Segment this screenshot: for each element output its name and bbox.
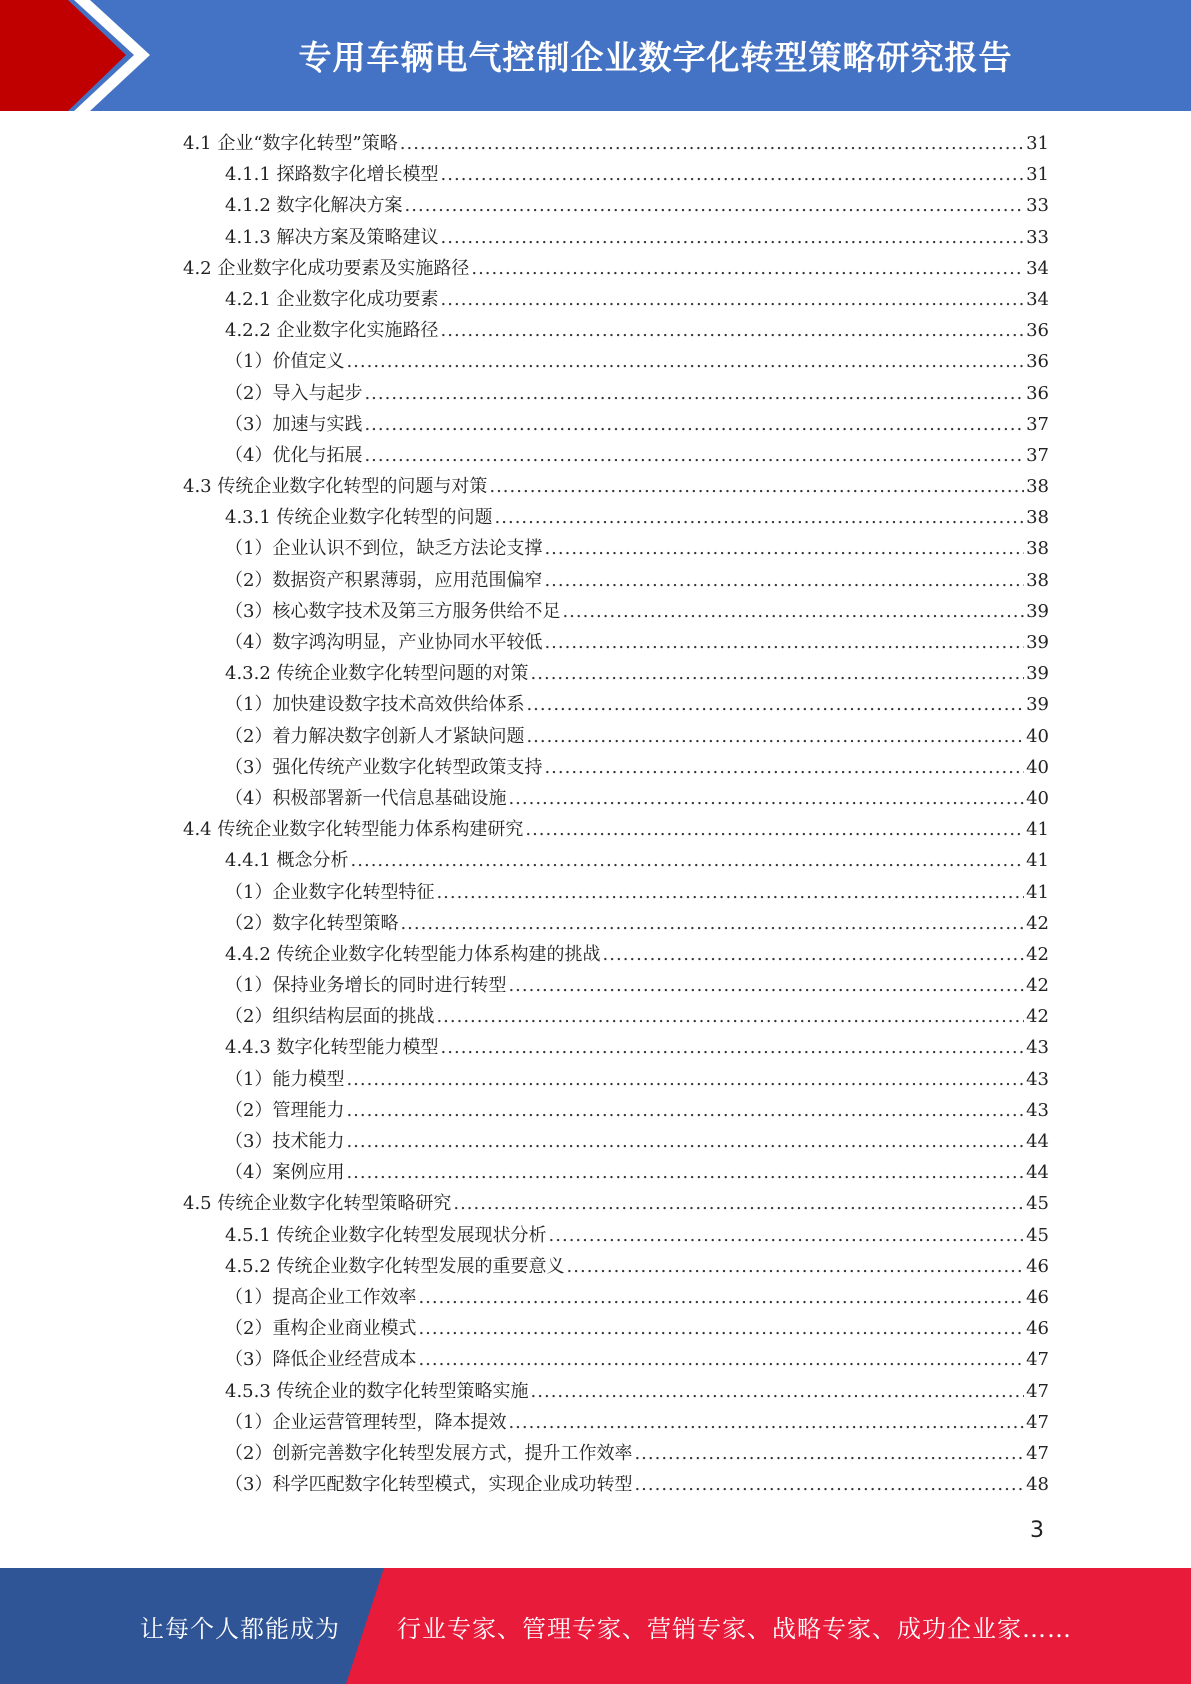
toc-entry-title: （2）组织结构层面的挑战 <box>225 1006 435 1028</box>
toc-entry-title: 4.1.2 数字化解决方案 <box>225 195 403 217</box>
toc-entry-page: 41 <box>1026 881 1049 903</box>
toc-entry[interactable] <box>183 689 1049 720</box>
report-title: 专用车辆电气控制企业数字化转型策略研究报告 <box>298 38 1013 77</box>
toc-entry-page: 46 <box>1026 1318 1049 1340</box>
toc-entry-page: 43 <box>1026 1099 1049 1121</box>
toc-entry[interactable] <box>183 1282 1049 1313</box>
toc-leader-dots <box>531 1376 1025 1407</box>
toc-leader-dots <box>531 658 1025 689</box>
toc-entry[interactable] <box>183 627 1049 658</box>
toc-entry-page: 44 <box>1026 1131 1049 1152</box>
toc-leader-dots <box>441 315 1025 346</box>
toc-entry-title: （4）案例应用 <box>225 1162 345 1184</box>
toc-entry-page: 42 <box>1026 943 1049 965</box>
toc-leader-dots <box>364 440 1024 471</box>
toc-entry-page: 46 <box>1026 1255 1049 1277</box>
toc-entry[interactable] <box>183 440 1049 471</box>
toc-entry-page: 36 <box>1026 351 1049 373</box>
toc-entry-page: 39 <box>1026 663 1049 685</box>
toc-entry[interactable] <box>183 1126 1049 1157</box>
toc-leader-dots <box>364 378 1024 409</box>
toc-entry-title: （2）导入与起步 <box>225 382 363 404</box>
toc-entry-title: （1）企业数字化转型特征 <box>225 881 435 903</box>
toc-entry[interactable] <box>183 1469 1049 1500</box>
toc-leader-dots <box>567 1251 1025 1282</box>
toc-entry[interactable] <box>183 1188 1049 1219</box>
toc-entry-page: 38 <box>1026 507 1049 529</box>
toc-entry-title: （1）企业运营管理转型，降本提效 <box>225 1411 507 1433</box>
toc-entry[interactable] <box>183 908 1049 939</box>
toc-entry-title: 4.2.2 企业数字化实施路径 <box>225 320 439 342</box>
toc-entry[interactable] <box>183 284 1049 315</box>
toc-entry-page: 38 <box>1026 569 1049 591</box>
toc-leader-dots <box>562 596 1024 627</box>
toc-entry[interactable] <box>183 845 1049 876</box>
page-number: 3 <box>1030 1518 1044 1543</box>
toc-entry-title: （4）优化与拓展 <box>225 444 363 466</box>
footer-slogan-left: 让每个人都能成为 <box>140 1614 340 1643</box>
toc-entry-title: 4.5.2 传统企业数字化转型发展的重要意义 <box>225 1255 565 1277</box>
toc-entry-title: 4.1.1 探路数字化增长模型 <box>225 164 439 186</box>
toc-entry[interactable] <box>183 346 1049 377</box>
toc-entry[interactable] <box>183 752 1049 783</box>
toc-entry[interactable] <box>183 596 1049 627</box>
toc-entry[interactable] <box>183 471 1049 502</box>
toc-entry-title: （1）加快建设数字技术高效供给体系 <box>225 694 525 716</box>
header-band <box>0 0 1191 111</box>
toc-entry-page: 47 <box>1026 1349 1049 1371</box>
toc-leader-dots <box>436 1001 1024 1032</box>
toc-entry-title: 4.3 传统企业数字化转型的问题与对策 <box>183 476 488 498</box>
toc-entry-page: 31 <box>1026 133 1049 154</box>
toc-entry[interactable] <box>183 128 1049 159</box>
toc-entry-title: 4.5.3 传统企业的数字化转型策略实施 <box>225 1380 529 1402</box>
toc-leader-dots <box>544 533 1024 564</box>
toc-entry-page: 42 <box>1026 975 1049 997</box>
toc-entry-title: （1）提高企业工作效率 <box>225 1286 417 1308</box>
toc-entry-title: （1）价值定义 <box>225 351 345 373</box>
footer-slogan-right: 行业专家、管理专家、营销专家、战略专家、成功企业家…… <box>397 1614 1072 1643</box>
toc-entry-page: 39 <box>1026 600 1049 622</box>
toc-entry-page: 40 <box>1026 725 1049 747</box>
toc-entry-page: 33 <box>1026 195 1049 217</box>
toc-entry[interactable] <box>183 721 1049 752</box>
toc-entry-page: 36 <box>1026 382 1049 404</box>
toc-leader-dots <box>526 721 1024 752</box>
toc-entry-page: 47 <box>1026 1380 1049 1402</box>
toc-entry-title: （3）技术能力 <box>225 1131 345 1152</box>
toc-leader-dots <box>441 1032 1025 1063</box>
toc-entry[interactable] <box>183 1251 1049 1282</box>
toc-entry[interactable] <box>183 939 1049 970</box>
toc-entry-title: （2）数据资产积累薄弱，应用范围偏窄 <box>225 569 543 591</box>
toc-entry-page: 46 <box>1026 1286 1049 1308</box>
toc-entry-page: 39 <box>1026 632 1049 653</box>
toc-entry[interactable] <box>183 1064 1049 1095</box>
toc-entry[interactable] <box>183 1001 1049 1032</box>
toc-entry-page: 43 <box>1026 1037 1049 1059</box>
toc-entry-title: （1）能力模型 <box>225 1068 345 1090</box>
toc-entry-page: 38 <box>1026 476 1049 498</box>
toc-entry-page: 39 <box>1026 694 1049 716</box>
toc-entry-page: 47 <box>1026 1411 1049 1433</box>
toc-entry[interactable] <box>183 1313 1049 1344</box>
toc-entry[interactable] <box>183 378 1049 409</box>
toc-entry[interactable] <box>183 783 1049 814</box>
toc-entry-title: 4.5.1 传统企业数字化转型发展现状分析 <box>225 1224 547 1246</box>
toc-leader-dots <box>544 565 1024 596</box>
toc-leader-dots <box>544 627 1024 658</box>
toc-leader-dots <box>441 222 1025 253</box>
toc-entry-title: 4.3.2 传统企业数字化转型问题的对策 <box>225 663 529 685</box>
toc-leader-dots <box>508 1407 1024 1438</box>
toc-leader-dots <box>471 253 1024 284</box>
toc-entry[interactable] <box>183 1344 1049 1375</box>
toc-entry-title: （1）企业认识不到位，缺乏方法论支撑 <box>225 538 543 560</box>
toc-leader-dots <box>418 1282 1024 1313</box>
toc-entry[interactable] <box>183 658 1049 689</box>
toc-leader-dots <box>549 1220 1025 1251</box>
toc-entry-page: 42 <box>1026 912 1049 934</box>
toc-entry-title: 4.4.3 数字化转型能力模型 <box>225 1037 439 1059</box>
toc-leader-dots <box>346 1157 1024 1188</box>
toc-entry-title: （4）数字鸿沟明显，产业协同水平较低 <box>225 632 543 653</box>
toc-entry-title: （2）着力解决数字创新人才紧缺问题 <box>225 725 525 747</box>
toc-entry-title: （3）强化传统产业数字化转型政策支持 <box>225 756 543 778</box>
toc-entry[interactable] <box>183 1407 1049 1438</box>
toc-leader-dots <box>508 783 1024 814</box>
toc-entry-page: 40 <box>1026 787 1049 809</box>
toc-entry[interactable] <box>183 533 1049 564</box>
table-of-contents <box>183 128 1049 1500</box>
toc-leader-dots <box>508 970 1024 1001</box>
toc-entry-title: 4.2 企业数字化成功要素及实施路径 <box>183 257 470 279</box>
toc-leader-dots <box>525 814 1024 845</box>
toc-entry-page: 44 <box>1026 1162 1049 1184</box>
toc-entry-page: 34 <box>1026 288 1049 310</box>
toc-entry[interactable] <box>183 253 1049 284</box>
toc-leader-dots <box>495 502 1025 533</box>
toc-entry-title: 4.5 传统企业数字化转型策略研究 <box>183 1193 452 1215</box>
toc-entry-page: 40 <box>1026 756 1049 778</box>
toc-leader-dots <box>405 190 1025 221</box>
toc-entry-page: 34 <box>1026 257 1049 279</box>
toc-entry-page: 48 <box>1026 1474 1049 1496</box>
toc-leader-dots <box>351 845 1025 876</box>
toc-entry[interactable] <box>183 877 1049 908</box>
toc-entry-title: （2）创新完善数字化转型发展方式，提升工作效率 <box>225 1442 633 1464</box>
toc-entry[interactable] <box>183 565 1049 596</box>
toc-entry[interactable] <box>183 159 1049 190</box>
toc-entry-page: 37 <box>1026 413 1049 435</box>
toc-entry-page: 41 <box>1026 819 1049 841</box>
toc-leader-dots <box>400 128 1024 159</box>
toc-leader-dots <box>453 1188 1024 1219</box>
toc-entry-title: 4.1.3 解决方案及策略建议 <box>225 226 439 248</box>
toc-entry-page: 42 <box>1026 1006 1049 1028</box>
toc-entry[interactable] <box>183 502 1049 533</box>
toc-leader-dots <box>526 689 1024 720</box>
toc-entry[interactable] <box>183 814 1049 845</box>
toc-leader-dots <box>418 1313 1024 1344</box>
toc-entry[interactable] <box>183 970 1049 1001</box>
toc-entry-title: （2）数字化转型策略 <box>225 912 399 934</box>
toc-entry-title: 4.3.1 传统企业数字化转型的问题 <box>225 507 493 529</box>
toc-entry-page: 43 <box>1026 1068 1049 1090</box>
toc-entry[interactable] <box>183 409 1049 440</box>
toc-leader-dots <box>346 1095 1024 1126</box>
toc-entry-page: 45 <box>1026 1224 1049 1246</box>
toc-entry-page: 41 <box>1026 850 1049 872</box>
toc-entry[interactable] <box>183 1032 1049 1063</box>
toc-entry-page: 33 <box>1026 226 1049 248</box>
toc-leader-dots <box>346 1064 1024 1095</box>
toc-entry[interactable] <box>183 1438 1049 1469</box>
toc-leader-dots <box>418 1344 1024 1375</box>
toc-entry-page: 38 <box>1026 538 1049 560</box>
toc-leader-dots <box>544 752 1024 783</box>
toc-entry[interactable] <box>183 222 1049 253</box>
toc-leader-dots <box>364 409 1024 440</box>
toc-entry-page: 45 <box>1026 1193 1049 1215</box>
toc-entry-title: （3）核心数字技术及第三方服务供给不足 <box>225 600 561 622</box>
toc-entry-title: （3）科学匹配数字化转型模式，实现企业成功转型 <box>225 1474 633 1496</box>
toc-entry-title: 4.4.1 概念分析 <box>225 850 349 872</box>
toc-entry-page: 31 <box>1026 164 1049 186</box>
toc-entry-title: 4.1 企业“数字化转型”策略 <box>183 133 398 154</box>
toc-leader-dots <box>489 471 1024 502</box>
toc-leader-dots <box>441 284 1025 315</box>
toc-entry-title: 4.4 传统企业数字化转型能力体系构建研究 <box>183 819 524 841</box>
toc-entry-title: （3）降低企业经营成本 <box>225 1349 417 1371</box>
toc-entry-title: （2）管理能力 <box>225 1099 345 1121</box>
toc-entry-title: 4.4.2 传统企业数字化转型能力体系构建的挑战 <box>225 943 601 965</box>
toc-entry-title: 4.2.1 企业数字化成功要素 <box>225 288 439 310</box>
toc-entry-page: 47 <box>1026 1442 1049 1464</box>
toc-entry-page: 36 <box>1026 320 1049 342</box>
toc-leader-dots <box>436 877 1024 908</box>
toc-leader-dots <box>603 939 1025 970</box>
toc-entry[interactable] <box>183 190 1049 221</box>
toc-leader-dots <box>634 1469 1024 1500</box>
toc-entry-title: （3）加速与实践 <box>225 413 363 435</box>
footer-band <box>0 1568 1191 1684</box>
toc-entry[interactable] <box>183 1157 1049 1188</box>
toc-leader-dots <box>400 908 1024 939</box>
header-red-block <box>0 0 150 111</box>
toc-entry-page: 37 <box>1026 444 1049 466</box>
toc-entry[interactable] <box>183 315 1049 346</box>
toc-leader-dots <box>634 1438 1024 1469</box>
toc-entry-title: （1）保持业务增长的同时进行转型 <box>225 975 507 997</box>
toc-entry[interactable] <box>183 1376 1049 1407</box>
toc-leader-dots <box>441 159 1025 190</box>
toc-leader-dots <box>346 1126 1024 1157</box>
toc-entry-title: （2）重构企业商业模式 <box>225 1318 417 1340</box>
toc-entry-title: （4）积极部署新一代信息基础设施 <box>225 787 507 809</box>
toc-entry[interactable] <box>183 1220 1049 1251</box>
toc-entry[interactable] <box>183 1095 1049 1126</box>
toc-leader-dots <box>346 346 1024 377</box>
